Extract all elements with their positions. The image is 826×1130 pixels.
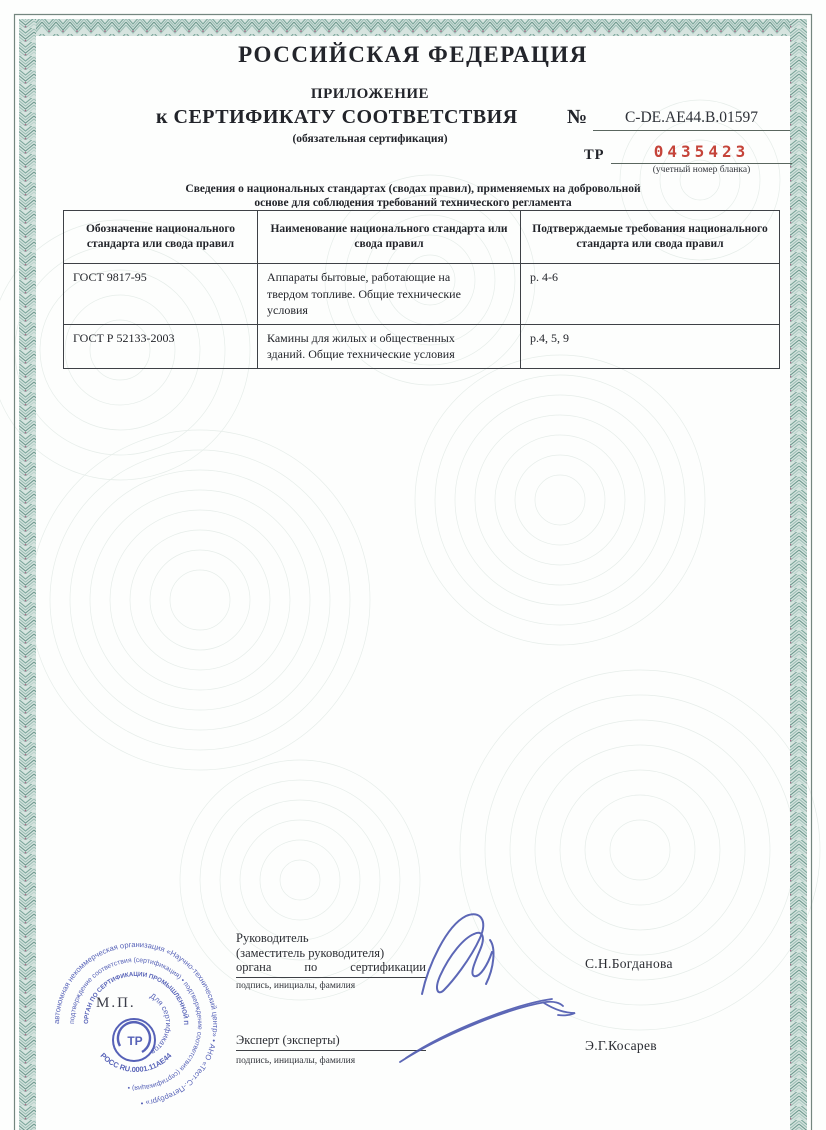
stamp-bold-ring-textpath: ОРГАН ПО СЕРТИФИКАЦИИ ПРОМЫШЛЕННОЙ ПРОДУКЦИИ bbox=[82, 970, 190, 1026]
stamp-middle-ring-textpath: подтверждение соответствия (сертификация) • подтверждение соответствия (сертификация) • bbox=[68, 956, 204, 1092]
standard-name-text: Аппараты бытовые, работающие на твердом топливе. Общие технические условия bbox=[267, 270, 461, 317]
stamp-ross-number bbox=[99, 1050, 174, 1074]
expert-name: Э.Г.Косарев bbox=[585, 1038, 657, 1053]
stamp-purpose-textpath: Для сертификатов bbox=[148, 991, 174, 1057]
mp-place-of-seal: М.П. bbox=[96, 995, 136, 1011]
column-header-name: Наименование национального стандарта или свода правил bbox=[258, 211, 521, 264]
expert-signature-scribble bbox=[392, 992, 582, 1067]
tr-emblem bbox=[113, 1019, 155, 1061]
number-sign: № bbox=[567, 106, 588, 128]
head-role-label bbox=[236, 931, 426, 978]
head-signature-scribble bbox=[412, 910, 522, 1000]
column-header-requirements: Подтверждаемые требования национального стандарта или свода правил bbox=[521, 211, 780, 264]
head-signature-caption: подпись, инициалы, фамилия bbox=[236, 981, 356, 991]
stamp-outer-ring-text bbox=[52, 940, 220, 1108]
standard-requirements: р.4, 5, 9 bbox=[521, 324, 780, 368]
blank-registration-number: 0435423 bbox=[611, 142, 792, 164]
column-header-designation: Обозначение национального стандарта или свода правил bbox=[64, 211, 258, 264]
expert-signature-caption: подпись, инициалы, фамилия bbox=[236, 1056, 356, 1066]
head-name: С.Н.Богданова bbox=[585, 956, 673, 971]
mandatory-certification-note: (обязательная сертификация) bbox=[292, 133, 448, 145]
page-title: РОССИЙСКАЯ ФЕДЕРАЦИЯ bbox=[238, 42, 588, 67]
stamp-outer-ring-textpath: автономная некоммерческая организация «Научно-технический центр» • АНО «Тест-С.-Петербург» • bbox=[51, 939, 221, 1108]
certificate-number: C-DE.AE44.B.01597 bbox=[593, 109, 790, 131]
standard-name-text: Камины для жилых и общественных зданий. Общие технические условия bbox=[267, 330, 455, 361]
standard-requirements: р. 4-6 bbox=[521, 264, 780, 325]
head-role-line1: Руководитель bbox=[236, 931, 309, 945]
certification-stamp bbox=[46, 934, 226, 1114]
standard-name bbox=[258, 324, 521, 368]
table-row bbox=[64, 264, 780, 325]
standard-name bbox=[258, 264, 521, 325]
stamp-ross-textpath: РОСС RU.0001.11АЕ44 bbox=[98, 1050, 174, 1075]
intro-paragraph bbox=[40, 182, 786, 210]
intro-line-2: основе для соблюдения требований технического регламента bbox=[254, 197, 572, 209]
standard-designation: ГОСТ 9817-95 bbox=[64, 264, 258, 325]
expert-role-text: Эксперт (эксперты) bbox=[236, 1033, 426, 1051]
head-role-line2: (заместитель руководителя) bbox=[236, 945, 385, 960]
intro-line-1: Сведения о национальных стандартах (сводах правил), применяемых на добровольной bbox=[185, 183, 641, 195]
tr-label: ТР bbox=[584, 147, 605, 163]
tr-emblem-letters: ТР bbox=[127, 1034, 143, 1048]
certificate-title: к СЕРТИФИКАТУ СООТВЕТСТВИЯ bbox=[156, 106, 518, 128]
standard-designation: ГОСТ Р 52133-2003 bbox=[64, 324, 258, 368]
table-row bbox=[64, 324, 780, 368]
head-role-line3: органа по сертификации bbox=[236, 960, 426, 978]
standards-table bbox=[63, 210, 780, 369]
blank-number-caption: (учетный номер бланка) bbox=[652, 165, 751, 175]
annex-title: ПРИЛОЖЕНИЕ bbox=[310, 86, 430, 102]
table-header-row bbox=[64, 211, 780, 264]
stamp-purpose-text bbox=[148, 991, 173, 1056]
